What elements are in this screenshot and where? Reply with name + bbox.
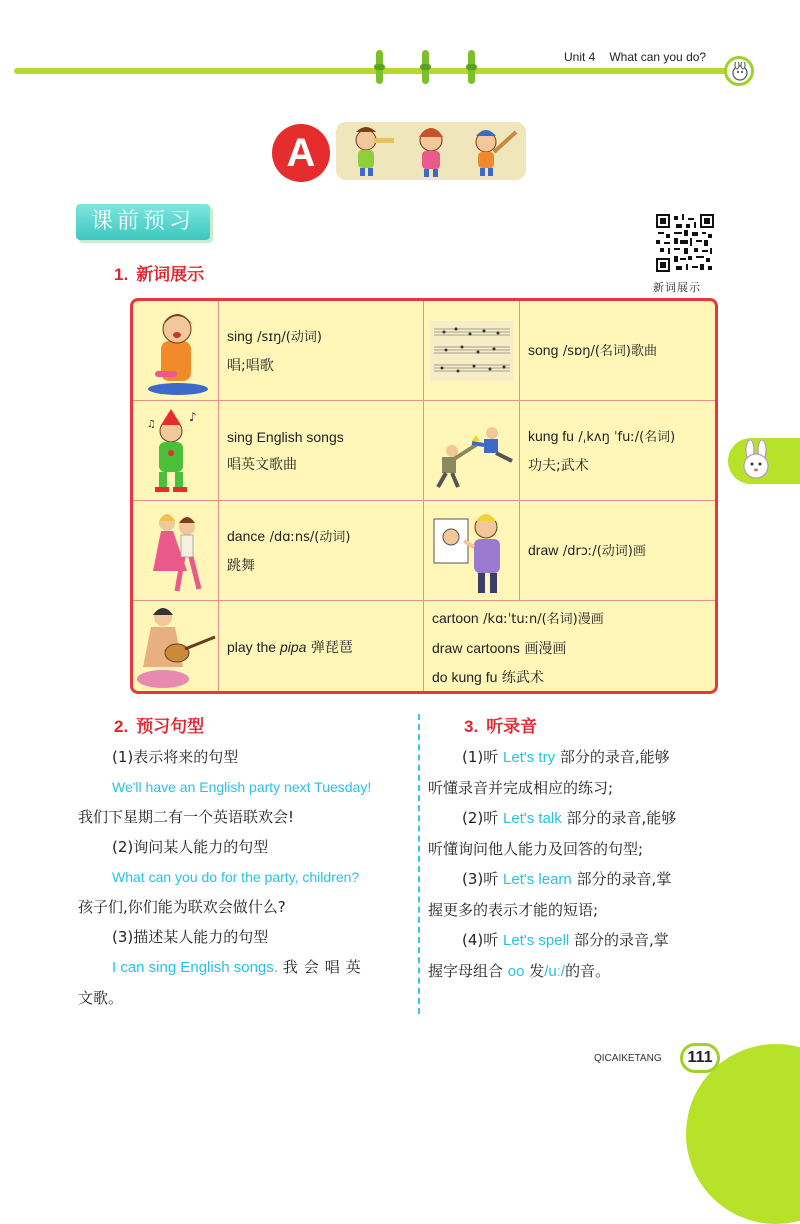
sentence-patterns (78, 742, 412, 1013)
svg-text:♪: ♪ (189, 410, 197, 424)
vocab-word: song (528, 341, 559, 358)
task-text: 握更多的表示才能的短语; (428, 901, 599, 919)
vocab-word: draw cartoons (432, 639, 520, 656)
vocab-phonetic: /sɪŋ/(动词) (257, 329, 322, 345)
vocab-cell (424, 601, 715, 694)
section-title-text: 预习句型 (136, 717, 205, 737)
vocab-meaning: 弹琵琶 (306, 640, 353, 656)
section-number: 2. (114, 717, 129, 736)
girl-figure (419, 128, 443, 177)
task-keyword: Let's talk (503, 810, 562, 827)
svg-text:♫: ♫ (147, 419, 156, 430)
table-row (133, 501, 715, 601)
task-text: 听懂询问他人能力及回答的句型; (428, 840, 644, 858)
example-translation: 我会唱英 (282, 958, 367, 976)
task-text: 发 (524, 962, 545, 980)
pattern-heading: (3)描述某人能力的句型 (112, 928, 269, 946)
vocab-word: draw (528, 541, 559, 558)
task-keyword: oo (507, 963, 525, 980)
vocab-meaning: 唱英文歌曲 (227, 456, 297, 473)
vocab-meaning: 练武术 (501, 669, 544, 686)
vocab-cell (520, 301, 715, 400)
task-keyword: Let's spell (503, 932, 570, 949)
vocab-phonetic: /ˌkʌŋ ˈfuː/(名词) (578, 429, 676, 445)
sheet-music-illustration (424, 301, 520, 400)
section-number: 1. (114, 265, 129, 284)
section-a-badge: A (272, 124, 330, 182)
section-number: 3. (464, 717, 479, 736)
vocab-phonetic: /sɒŋ/(名词)歌曲 (562, 343, 657, 359)
vocab-cell (219, 401, 423, 500)
header-pin (376, 50, 383, 84)
kung-fu-illustration (424, 401, 520, 500)
child-trumpet-figure (356, 127, 394, 176)
task-text: 部分的录音,掌 (569, 931, 669, 949)
task-text: 部分的录音,掌 (571, 870, 672, 888)
task-keyword: /uː/ (544, 963, 566, 980)
vocab-word: kung fu (528, 427, 574, 444)
vocab-phonetic: /dɑːns/(动词) (269, 529, 351, 545)
vocab-meaning: 唱;唱歌 (227, 357, 274, 374)
vocab-meaning: 功夫;武术 (528, 457, 589, 474)
drawing-artist-illustration (424, 501, 520, 600)
task-text: (3)听 (462, 870, 504, 888)
vocab-word: dance (227, 527, 266, 544)
qr-label: 新词展示 (653, 281, 701, 294)
example-sentence: What can you do for the party, children? (112, 869, 360, 885)
vocab-word: do kung fu (432, 668, 498, 685)
vocab-word: cartoon (432, 609, 479, 626)
singer-illustration (133, 301, 219, 400)
unit-number: Unit 4 (564, 50, 596, 64)
vocab-phonetic: /kɑːˈtuːn/(名词)漫画 (483, 611, 604, 627)
vocab-cell (520, 501, 715, 600)
column-divider (418, 714, 420, 1014)
section-1-title (114, 260, 204, 285)
vocabulary-table (130, 298, 718, 694)
task-text: 的音。 (565, 962, 611, 980)
vocab-cell (219, 301, 423, 400)
vocab-word: play the (227, 639, 280, 655)
table-row (133, 601, 715, 694)
banner-illustration (336, 122, 526, 180)
footer-brand: QICAIKETANG (594, 1053, 662, 1064)
pattern-heading: (1)表示将来的句型 (112, 748, 239, 766)
vocab-cell (219, 601, 423, 694)
vocab-word: sing English songs (227, 428, 344, 445)
section-title-text: 听录音 (486, 717, 538, 737)
task-keyword: Let's learn (503, 871, 572, 888)
section-title-text: 新词展示 (136, 265, 205, 285)
pattern-heading: (2)询问某人能力的句型 (112, 838, 269, 856)
task-text: 听懂录音并完成相应的练习; (428, 779, 614, 797)
example-translation: 我们下星期二有一个英语联欢会! (78, 808, 295, 826)
singing-clown-illustration (133, 401, 219, 500)
vocab-cell (219, 501, 423, 600)
example-sentence: I can sing English songs. (112, 959, 278, 976)
header-pin (468, 50, 475, 84)
vocab-phonetic: /drɔː/(动词)画 (562, 543, 646, 559)
qr-code-icon[interactable] (656, 214, 714, 272)
pipa-player-illustration (133, 601, 219, 694)
unit-title (564, 50, 706, 64)
task-text: 握字母组合 (428, 962, 508, 980)
example-translation: 孩子们,你们能为联欢会做什么? (78, 898, 286, 916)
example-translation: 文歌。 (78, 989, 124, 1007)
page-number: 111 (680, 1043, 720, 1073)
vocab-word: sing (227, 327, 253, 344)
task-text: (2)听 (462, 809, 504, 827)
child-bat-figure (476, 130, 516, 176)
dancing-couple-illustration (133, 501, 219, 600)
example-sentence: We'll have an English party next Tuesday! (112, 779, 372, 795)
section-3-title (464, 712, 537, 737)
task-keyword: Let's try (503, 749, 556, 766)
task-text: 部分的录音,能够 (561, 809, 677, 827)
header-pin (422, 50, 429, 84)
section-2-title (114, 712, 204, 737)
side-tab (728, 438, 800, 484)
task-text: 部分的录音,能够 (555, 748, 670, 766)
unit-name: What can you do? (609, 50, 707, 64)
task-text: (1)听 (462, 748, 504, 766)
vocab-cell (520, 401, 715, 500)
task-text: (4)听 (462, 931, 504, 949)
vocab-word-italic: pipa (279, 639, 307, 655)
table-row (133, 401, 715, 501)
table-row (133, 301, 715, 401)
bunny-icon (736, 440, 776, 482)
preview-tag: 课前预习 (76, 204, 210, 240)
vocab-meaning: 画漫画 (524, 640, 567, 657)
listening-tasks (428, 742, 726, 987)
vocab-meaning: 跳舞 (227, 557, 255, 574)
header-mascot-icon (724, 56, 754, 86)
